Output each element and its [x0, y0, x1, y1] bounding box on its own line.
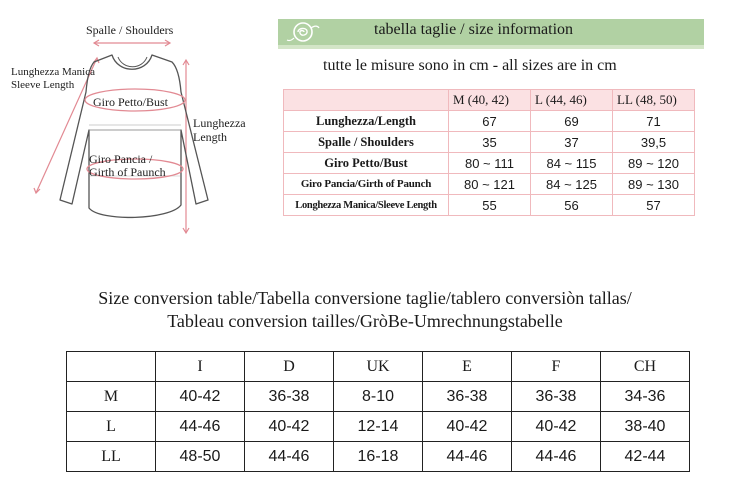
row-label-m: M — [67, 382, 156, 412]
corner-cell — [284, 90, 449, 111]
length-label-line1: Lunghezza — [193, 116, 246, 130]
size-conversion-table — [66, 351, 690, 472]
cell-value: 44-46 — [156, 412, 245, 442]
conversion-title-line1: Size conversion table/Tabella conversione taglie/tablero conversiòn tallas/ — [98, 288, 632, 308]
paunch-label-line2: Girth of Paunch — [89, 165, 166, 180]
cell-value: 44-46 — [245, 442, 334, 472]
cell-value: 71 — [613, 111, 695, 132]
cell-value: 42-44 — [601, 442, 690, 472]
cell-value: 40-42 — [423, 412, 512, 442]
bust-label: Giro Petto/Bust — [93, 95, 169, 109]
table-row — [284, 174, 695, 195]
header-title: tabella taglie / size information — [374, 21, 574, 38]
size-information-table — [283, 89, 695, 216]
row-label-paunch: Giro Pancia/Girth of Paunch — [284, 174, 449, 195]
cell-value: 40-42 — [245, 412, 334, 442]
cell-value: 16-18 — [334, 442, 423, 472]
cell-value: 34-36 — [601, 382, 690, 412]
cell-value: 44-46 — [423, 442, 512, 472]
cell-value: 84 ~ 115 — [531, 153, 613, 174]
column-header-uk: UK — [334, 352, 423, 382]
column-header-ll: LL (48, 50) — [613, 90, 695, 111]
cell-value: 38-40 — [601, 412, 690, 442]
cell-value: 40-42 — [156, 382, 245, 412]
table-row — [284, 111, 695, 132]
cell-value: 37 — [531, 132, 613, 153]
header-divider — [278, 47, 704, 49]
cell-value: 8-10 — [334, 382, 423, 412]
size-info-header — [278, 19, 704, 47]
cell-value: 44-46 — [512, 442, 601, 472]
length-label-line2: Length — [193, 129, 227, 144]
paunch-label-line1: Giro Pancia / — [89, 152, 153, 166]
column-header-f: F — [512, 352, 601, 382]
column-header-d: D — [245, 352, 334, 382]
cell-value: 39,5 — [613, 132, 695, 153]
cell-value: 35 — [449, 132, 531, 153]
cell-value: 56 — [531, 195, 613, 216]
column-header-ch: CH — [601, 352, 690, 382]
shoulders-label: Spalle / Shoulders — [86, 23, 174, 37]
column-header-l: L (44, 46) — [531, 90, 613, 111]
sleeve-label-line2: Sleeve Length — [11, 78, 75, 91]
cell-value: 80 ~ 121 — [449, 174, 531, 195]
sleeve-label-line1: Lunghezza Manica — [11, 66, 95, 78]
cell-value: 89 ~ 120 — [613, 153, 695, 174]
cell-value: 80 ~ 111 — [449, 153, 531, 174]
table-header-row — [284, 90, 695, 111]
conversion-title-line2: Tableau conversion tailles/GròBe-Umrechnungstabelle — [167, 311, 563, 331]
conversion-header-row — [67, 352, 690, 382]
column-header-m: M (40, 42) — [449, 90, 531, 111]
cell-value: 89 ~ 130 — [613, 174, 695, 195]
table-row — [284, 132, 695, 153]
cell-value: 36-38 — [245, 382, 334, 412]
cell-value: 67 — [449, 111, 531, 132]
column-header-i: I — [156, 352, 245, 382]
table-row — [284, 153, 695, 174]
row-label-ll: LL — [67, 442, 156, 472]
cell-value: 12-14 — [334, 412, 423, 442]
table-row — [67, 442, 690, 472]
garment-diagram — [0, 0, 280, 265]
rose-icon — [286, 19, 320, 45]
cell-value: 40-42 — [512, 412, 601, 442]
column-header-e: E — [423, 352, 512, 382]
row-label-sleeve-length: Longhezza Manica/Sleeve Length — [284, 195, 449, 216]
corner-cell — [67, 352, 156, 382]
row-label-shoulders: Spalle / Shoulders — [284, 132, 449, 153]
sleeve-length-label — [11, 66, 95, 91]
table-row — [67, 412, 690, 442]
units-note: tutte le misure sono in cm - all sizes are in cm — [323, 57, 617, 74]
cell-value: 36-38 — [423, 382, 512, 412]
cell-value: 36-38 — [512, 382, 601, 412]
table-row — [67, 382, 690, 412]
row-label-length: Lunghezza/Length — [284, 111, 449, 132]
paunch-label — [89, 153, 166, 179]
row-label-bust: Giro Petto/Bust — [284, 153, 449, 174]
cell-value: 69 — [531, 111, 613, 132]
row-label-l: L — [67, 412, 156, 442]
cell-value: 48-50 — [156, 442, 245, 472]
cell-value: 55 — [449, 195, 531, 216]
length-label — [193, 117, 246, 145]
table-row — [284, 195, 695, 216]
cell-value: 84 ~ 125 — [531, 174, 613, 195]
cell-value: 57 — [613, 195, 695, 216]
